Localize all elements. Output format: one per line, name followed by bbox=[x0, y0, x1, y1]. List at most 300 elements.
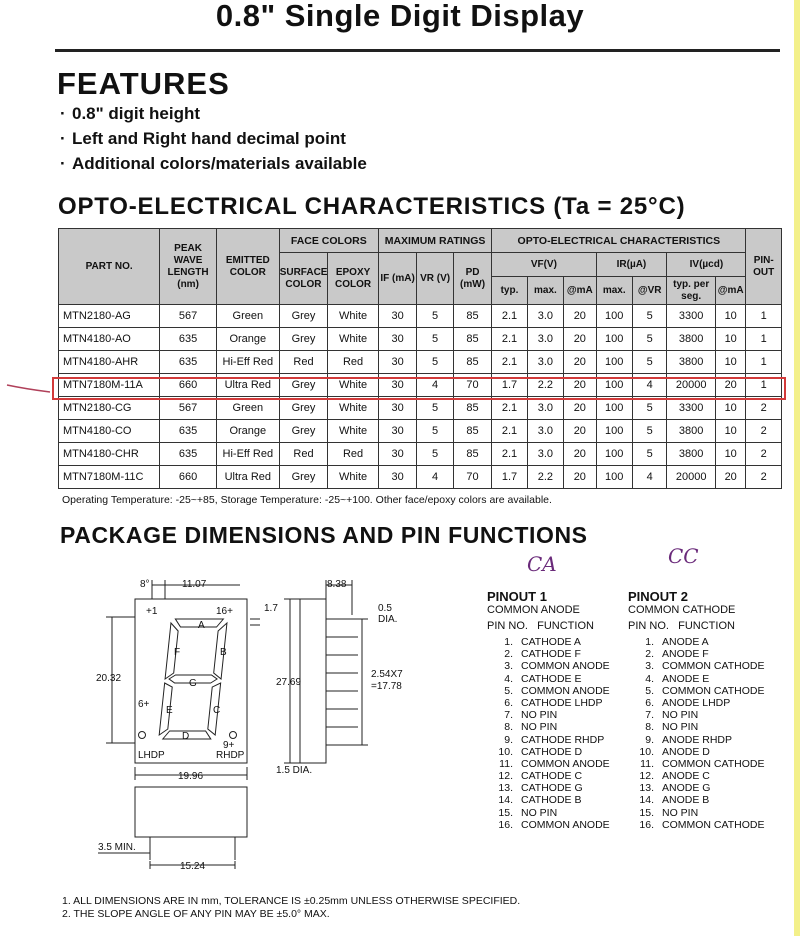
list-item bbox=[628, 721, 764, 733]
table-cell: 85 bbox=[453, 328, 491, 351]
pin-number: 8. bbox=[504, 721, 513, 734]
pin-function: CATHODE F bbox=[521, 648, 581, 661]
table-cell: 70 bbox=[453, 466, 491, 489]
features-list bbox=[60, 101, 367, 176]
pin-function: COMMON CATHODE bbox=[662, 684, 765, 697]
list-item bbox=[487, 709, 610, 721]
package-drawing bbox=[90, 575, 403, 885]
list-item bbox=[628, 794, 764, 806]
features-heading: FEATURES bbox=[57, 66, 230, 101]
pin-number: 3. bbox=[645, 660, 654, 673]
handwritten-cc: CC bbox=[668, 544, 699, 568]
pin-function: COMMON ANODE bbox=[521, 818, 610, 831]
table-cell: 2 bbox=[746, 420, 782, 443]
table-cell: 3800 bbox=[667, 443, 716, 466]
pin-function: ANODE LHDP bbox=[662, 696, 731, 709]
table-cell: Grey bbox=[279, 328, 328, 351]
hdr-iv-typ: typ. per seg. bbox=[667, 277, 716, 305]
pin-number: 10. bbox=[639, 745, 654, 758]
dim-8-38: 8.38 bbox=[327, 579, 347, 590]
segment-b-label: B bbox=[220, 647, 227, 658]
table-cell: White bbox=[328, 374, 379, 397]
segment-d-label: D bbox=[182, 731, 190, 742]
table-cell: Ultra Red bbox=[216, 466, 279, 489]
segment-c-label: C bbox=[213, 705, 221, 716]
pinout-2-rows bbox=[628, 636, 764, 831]
dim-11-07: 11.07 bbox=[182, 579, 207, 590]
table-cell: 5 bbox=[417, 351, 453, 374]
pin-9-label: 9+ bbox=[223, 740, 235, 751]
list-item bbox=[628, 648, 764, 660]
table-cell: 5 bbox=[632, 443, 666, 466]
pinout-1 bbox=[487, 589, 610, 831]
hdr-emitted: EMITTED COLOR bbox=[216, 229, 279, 305]
pin-number: 5. bbox=[504, 684, 513, 697]
table-row bbox=[59, 466, 782, 489]
table-cell: 5 bbox=[632, 351, 666, 374]
list-item bbox=[487, 794, 610, 806]
table-cell: 10 bbox=[715, 397, 745, 420]
pinout-2 bbox=[628, 589, 764, 831]
table-cell: 10 bbox=[715, 443, 745, 466]
table-cell: 30 bbox=[378, 328, 416, 351]
dim-3-5-min: 3.5 MIN. bbox=[98, 842, 136, 853]
table-cell: 100 bbox=[596, 397, 632, 420]
list-item bbox=[628, 709, 764, 721]
pinout-1-heading: PINOUT 1 bbox=[487, 589, 547, 604]
table-cell: MTN4180-AHR bbox=[59, 351, 160, 374]
table-cell: 5 bbox=[632, 328, 666, 351]
table-cell: 5 bbox=[417, 305, 453, 328]
pin-function: CATHODE E bbox=[521, 672, 582, 685]
pin-function: ANODE E bbox=[662, 672, 710, 685]
table-cell: 3.0 bbox=[527, 351, 563, 374]
table-cell: 1 bbox=[746, 351, 782, 374]
table-cell: Hi-Eff Red bbox=[216, 443, 279, 466]
pinout-1-rows bbox=[487, 636, 610, 831]
pin-number: 9. bbox=[504, 733, 513, 746]
pin-number: 9. bbox=[645, 733, 654, 746]
list-item bbox=[487, 819, 610, 831]
pin-function: CATHODE LHDP bbox=[521, 696, 603, 709]
list-item bbox=[628, 807, 764, 819]
dim-20-32: 20.32 bbox=[96, 673, 122, 684]
table-cell: 3.0 bbox=[527, 305, 563, 328]
pin-function: ANODE C bbox=[662, 770, 710, 783]
table-cell: 100 bbox=[596, 420, 632, 443]
hdr-vr: VR (V) bbox=[417, 253, 453, 305]
pin-number: 13. bbox=[639, 782, 654, 795]
dim-1-5-dia: 1.5 DIA. bbox=[276, 765, 313, 776]
hdr-surface: SURFACE COLOR bbox=[279, 253, 328, 305]
pin-function: CATHODE B bbox=[521, 794, 582, 807]
table-cell: MTN4180-CHR bbox=[59, 443, 160, 466]
hdr-ir-at-vr: @VR bbox=[632, 277, 666, 305]
table-cell: 20 bbox=[564, 374, 596, 397]
table-row bbox=[59, 328, 782, 351]
table-cell: 4 bbox=[417, 374, 453, 397]
table-cell: 1.7 bbox=[492, 374, 527, 397]
table-cell: Orange bbox=[216, 328, 279, 351]
dim-8deg: 8° bbox=[140, 579, 150, 590]
pinout-2-sub: COMMON CATHODE bbox=[628, 604, 736, 616]
pin-function: CATHODE A bbox=[521, 636, 581, 648]
pin-1-label: +1 bbox=[146, 606, 158, 617]
table-cell: 5 bbox=[417, 443, 453, 466]
list-item bbox=[628, 734, 764, 746]
table-cell: MTN7180M-11C bbox=[59, 466, 160, 489]
feature-item: · Additional colors/materials available bbox=[60, 154, 367, 173]
table-cell: 3.0 bbox=[527, 328, 563, 351]
table-cell: 85 bbox=[453, 351, 491, 374]
table-cell: 100 bbox=[596, 328, 632, 351]
opto-footnote: Operating Temperature: -25~+85, Storage Temperature: -25~+100. Other face/epoxy colors are available. bbox=[62, 494, 552, 506]
pin-6-label: 6+ bbox=[138, 699, 150, 710]
table-cell: 567 bbox=[160, 305, 217, 328]
list-item bbox=[628, 782, 764, 794]
table-cell: 2 bbox=[746, 466, 782, 489]
table-cell: Ultra Red bbox=[216, 374, 279, 397]
pin-number: 4. bbox=[504, 672, 513, 685]
pin-number: 15. bbox=[639, 806, 654, 819]
pin-function: COMMON CATHODE bbox=[662, 818, 765, 831]
pin-number: 7. bbox=[504, 709, 513, 722]
pin-function: COMMON CATHODE bbox=[662, 757, 765, 770]
segment-e-label: E bbox=[166, 705, 173, 716]
pin-function: NO PIN bbox=[521, 721, 558, 734]
pin-number: 6. bbox=[645, 696, 654, 709]
table-cell: 3.0 bbox=[527, 397, 563, 420]
list-item bbox=[487, 721, 610, 733]
hdr-iv: IV(µcd) bbox=[667, 253, 746, 277]
table-cell: 85 bbox=[453, 305, 491, 328]
table-cell: 10 bbox=[715, 328, 745, 351]
table-cell: Red bbox=[279, 351, 328, 374]
pin-16-label: 16+ bbox=[216, 606, 233, 617]
opto-heading: OPTO-ELECTRICAL CHARACTERISTICS (Ta = 25°C) bbox=[58, 193, 686, 220]
table-cell: 20000 bbox=[667, 466, 716, 489]
table-cell: White bbox=[328, 328, 379, 351]
table-cell: 100 bbox=[596, 374, 632, 397]
table-cell: Orange bbox=[216, 420, 279, 443]
list-item bbox=[628, 697, 764, 709]
table-cell: 1 bbox=[746, 328, 782, 351]
table-cell: 3.0 bbox=[527, 443, 563, 466]
table-cell: 5 bbox=[632, 305, 666, 328]
pin-number: 2. bbox=[645, 648, 654, 661]
hdr-pinout: PIN-OUT bbox=[746, 229, 782, 305]
note-2: 2. THE SLOPE ANGLE OF ANY PIN MAY BE ±5.0° MAX. bbox=[62, 908, 330, 920]
dim-15-24: 15.24 bbox=[180, 861, 206, 872]
table-cell: 3.0 bbox=[527, 420, 563, 443]
pin-function: CATHODE G bbox=[521, 782, 583, 795]
table-cell: 2 bbox=[746, 397, 782, 420]
table-cell: 20 bbox=[564, 397, 596, 420]
table-cell: 5 bbox=[632, 397, 666, 420]
segment-g-label: G bbox=[189, 678, 197, 689]
table-cell: MTN4180-AO bbox=[59, 328, 160, 351]
feature-item: · Left and Right hand decimal point bbox=[60, 129, 346, 148]
hdr-ir-max: max. bbox=[596, 277, 632, 305]
pin-function: ANODE B bbox=[662, 794, 710, 807]
pin-number: 10. bbox=[498, 745, 513, 758]
table-cell: 2.1 bbox=[492, 351, 527, 374]
pin-number: 15. bbox=[498, 806, 513, 819]
table-cell: 10 bbox=[715, 351, 745, 374]
hdr-face-colors: FACE COLORS bbox=[279, 229, 378, 253]
table-cell: Grey bbox=[279, 420, 328, 443]
list-item bbox=[487, 660, 610, 672]
list-item bbox=[487, 782, 610, 794]
table-cell: Grey bbox=[279, 466, 328, 489]
list-item bbox=[487, 673, 610, 685]
dim-1-7: 1.7 bbox=[264, 603, 278, 614]
pin-function: ANODE F bbox=[662, 648, 709, 661]
pin-number: 7. bbox=[645, 709, 654, 722]
table-cell: Red bbox=[279, 443, 328, 466]
table-cell: 30 bbox=[378, 466, 416, 489]
list-item bbox=[487, 807, 610, 819]
spec-table bbox=[58, 228, 782, 489]
pin-number: 11. bbox=[640, 757, 654, 770]
table-row bbox=[59, 420, 782, 443]
table-cell: 100 bbox=[596, 351, 632, 374]
table-cell: 635 bbox=[160, 351, 217, 374]
list-item bbox=[628, 758, 764, 770]
table-cell: Hi-Eff Red bbox=[216, 351, 279, 374]
pin-function: COMMON ANODE bbox=[521, 660, 610, 673]
list-item bbox=[628, 746, 764, 758]
table-cell: 20 bbox=[715, 374, 745, 397]
table-cell: 635 bbox=[160, 328, 217, 351]
pin-number: 2. bbox=[504, 648, 513, 661]
table-cell: 2.1 bbox=[492, 305, 527, 328]
table-cell: 20 bbox=[564, 328, 596, 351]
pin-number: 14. bbox=[639, 794, 654, 807]
pin-number: 8. bbox=[645, 721, 654, 734]
table-cell: 567 bbox=[160, 397, 217, 420]
hdr-epoxy: EPOXY COLOR bbox=[328, 253, 379, 305]
table-cell: 635 bbox=[160, 443, 217, 466]
table-cell: 2.1 bbox=[492, 397, 527, 420]
pinout-1-cols: PIN NO. FUNCTION bbox=[487, 620, 594, 632]
note-1: 1. ALL DIMENSIONS ARE IN mm, TOLERANCE IS ±0.25mm UNLESS OTHERWISE SPECIFIED. bbox=[62, 895, 521, 907]
rhdp-label: RHDP bbox=[216, 750, 245, 761]
table-cell: 1.7 bbox=[492, 466, 527, 489]
segment-f-label: F bbox=[174, 647, 181, 658]
pin-number: 1. bbox=[504, 636, 513, 648]
list-item bbox=[487, 685, 610, 697]
table-cell: Grey bbox=[279, 397, 328, 420]
table-cell: 1 bbox=[746, 374, 782, 397]
table-cell: White bbox=[328, 466, 379, 489]
table-cell: 30 bbox=[378, 420, 416, 443]
pin-number: 13. bbox=[498, 782, 513, 795]
list-item bbox=[487, 746, 610, 758]
list-item bbox=[628, 636, 764, 648]
table-cell: 10 bbox=[715, 305, 745, 328]
table-cell: 2.1 bbox=[492, 420, 527, 443]
table-cell: 30 bbox=[378, 397, 416, 420]
table-cell: 4 bbox=[417, 466, 453, 489]
table-cell: White bbox=[328, 420, 379, 443]
table-cell: Grey bbox=[279, 374, 328, 397]
dim-2-54x7: 2.54X7 bbox=[371, 669, 403, 680]
pin-number: 14. bbox=[498, 794, 513, 807]
pin-function: ANODE A bbox=[662, 636, 709, 648]
pinout-2-heading: PINOUT 2 bbox=[628, 589, 688, 604]
table-cell: 70 bbox=[453, 374, 491, 397]
table-cell: White bbox=[328, 305, 379, 328]
table-row bbox=[59, 443, 782, 466]
table-cell: MTN4180-CO bbox=[59, 420, 160, 443]
pin-function: ANODE RHDP bbox=[662, 733, 733, 746]
table-cell: 5 bbox=[417, 328, 453, 351]
table-cell: 2.2 bbox=[527, 374, 563, 397]
hdr-iv-at-ma: @mA bbox=[715, 277, 745, 305]
table-row bbox=[59, 305, 782, 328]
pin-function: ANODE G bbox=[662, 782, 711, 795]
table-cell: MTN2180-CG bbox=[59, 397, 160, 420]
table-cell: 85 bbox=[453, 397, 491, 420]
table-cell: Red bbox=[328, 443, 379, 466]
list-item bbox=[487, 648, 610, 660]
handwritten-ca: CA bbox=[527, 552, 557, 576]
pin-function: NO PIN bbox=[521, 709, 558, 722]
pin-number: 16. bbox=[498, 818, 513, 831]
table-cell: 20000 bbox=[667, 374, 716, 397]
pin-number: 11. bbox=[499, 757, 513, 770]
hdr-peak-wave: PEAK WAVE LENGTH (nm) bbox=[160, 229, 217, 305]
table-cell: 100 bbox=[596, 443, 632, 466]
highlighted-row-box bbox=[52, 377, 786, 400]
table-cell: 1 bbox=[746, 305, 782, 328]
list-item bbox=[487, 697, 610, 709]
pin-function: CATHODE D bbox=[521, 745, 583, 758]
pin-function: CATHODE C bbox=[521, 770, 583, 783]
pin-number: 6. bbox=[504, 696, 513, 709]
table-cell: 100 bbox=[596, 305, 632, 328]
table-cell: 2 bbox=[746, 443, 782, 466]
table-cell: Green bbox=[216, 397, 279, 420]
table-cell: 20 bbox=[564, 466, 596, 489]
table-cell: 30 bbox=[378, 443, 416, 466]
hdr-ir: IR(µA) bbox=[596, 253, 667, 277]
hdr-max-ratings: MAXIMUM RATINGS bbox=[378, 229, 491, 253]
pinout-1-sub: COMMON ANODE bbox=[487, 604, 580, 616]
table-cell: 635 bbox=[160, 420, 217, 443]
table-cell: 660 bbox=[160, 374, 217, 397]
list-item bbox=[628, 673, 764, 685]
lhdp-label: LHDP bbox=[138, 750, 165, 761]
hdr-opto-char: OPTO-ELECTRICAL CHARACTERISTICS bbox=[492, 229, 746, 253]
hdr-if: IF (mA) bbox=[378, 253, 416, 305]
table-cell: 20 bbox=[564, 351, 596, 374]
segment-a-label: A bbox=[198, 620, 205, 631]
page-edge bbox=[794, 0, 800, 936]
table-cell: 30 bbox=[378, 374, 416, 397]
hdr-pd: PD (mW) bbox=[453, 253, 491, 305]
hdr-vf-typ: typ. bbox=[492, 277, 527, 305]
list-item bbox=[487, 770, 610, 782]
table-cell: 20 bbox=[564, 443, 596, 466]
hdr-part-no: PART NO. bbox=[59, 229, 160, 305]
table-cell: 2.1 bbox=[492, 328, 527, 351]
table-cell: 3800 bbox=[667, 328, 716, 351]
pin-number: 5. bbox=[645, 684, 654, 697]
table-cell: 85 bbox=[453, 443, 491, 466]
table-cell: 30 bbox=[378, 305, 416, 328]
list-item bbox=[487, 636, 610, 648]
table-cell: 3300 bbox=[667, 397, 716, 420]
dim-19-96: 19.96 bbox=[178, 771, 204, 782]
package-heading: PACKAGE DIMENSIONS AND PIN FUNCTIONS bbox=[60, 522, 588, 548]
table-cell: MTN7180M-11A bbox=[59, 374, 160, 397]
table-cell: White bbox=[328, 397, 379, 420]
pin-function: NO PIN bbox=[521, 806, 558, 819]
dim-17-78: =17.78 bbox=[371, 681, 402, 692]
table-cell: 4 bbox=[632, 466, 666, 489]
pin-number: 12. bbox=[639, 770, 654, 783]
hdr-vf-at-ma: @mA bbox=[564, 277, 596, 305]
table-cell: Green bbox=[216, 305, 279, 328]
pin-function: COMMON ANODE bbox=[521, 757, 610, 770]
list-item bbox=[628, 685, 764, 697]
table-row bbox=[59, 351, 782, 374]
pin-number: 4. bbox=[645, 672, 654, 685]
dim-0-5-dia: 0.5 DIA. bbox=[378, 603, 398, 625]
list-item bbox=[487, 734, 610, 746]
pin-function: ANODE D bbox=[662, 745, 710, 758]
table-cell: Grey bbox=[279, 305, 328, 328]
table-cell: 3800 bbox=[667, 420, 716, 443]
pin-number: 12. bbox=[498, 770, 513, 783]
table-cell: Red bbox=[328, 351, 379, 374]
table-cell: 5 bbox=[632, 420, 666, 443]
table-cell: 10 bbox=[715, 420, 745, 443]
pen-mark bbox=[6, 383, 52, 397]
pin-number: 1. bbox=[645, 636, 654, 648]
table-cell: 2.1 bbox=[492, 443, 527, 466]
drawing-lines bbox=[90, 575, 400, 875]
pin-function: CATHODE RHDP bbox=[521, 733, 605, 746]
title-rule bbox=[55, 49, 780, 52]
pin-function: COMMON ANODE bbox=[521, 684, 610, 697]
page-title: 0.8" Single Digit Display bbox=[215, 0, 585, 33]
table-cell: 2.2 bbox=[527, 466, 563, 489]
table-cell: 3800 bbox=[667, 351, 716, 374]
list-item bbox=[628, 770, 764, 782]
table-cell: 3300 bbox=[667, 305, 716, 328]
pin-function: COMMON CATHODE bbox=[662, 660, 765, 673]
table-cell: 4 bbox=[632, 374, 666, 397]
pin-function: NO PIN bbox=[662, 709, 699, 722]
list-item bbox=[487, 758, 610, 770]
table-cell: 660 bbox=[160, 466, 217, 489]
table-cell: 85 bbox=[453, 420, 491, 443]
pinout-2-cols: PIN NO. FUNCTION bbox=[628, 620, 735, 632]
feature-item: · 0.8" digit height bbox=[60, 104, 201, 123]
hdr-vf: VF(V) bbox=[492, 253, 596, 277]
table-cell: 5 bbox=[417, 397, 453, 420]
table-cell: 20 bbox=[564, 420, 596, 443]
dim-27-69: 27.69 bbox=[276, 677, 302, 688]
pin-number: 16. bbox=[639, 818, 654, 831]
table-cell: 100 bbox=[596, 466, 632, 489]
pin-number: 3. bbox=[504, 660, 513, 673]
table-cell: 30 bbox=[378, 351, 416, 374]
pin-function: NO PIN bbox=[662, 721, 699, 734]
